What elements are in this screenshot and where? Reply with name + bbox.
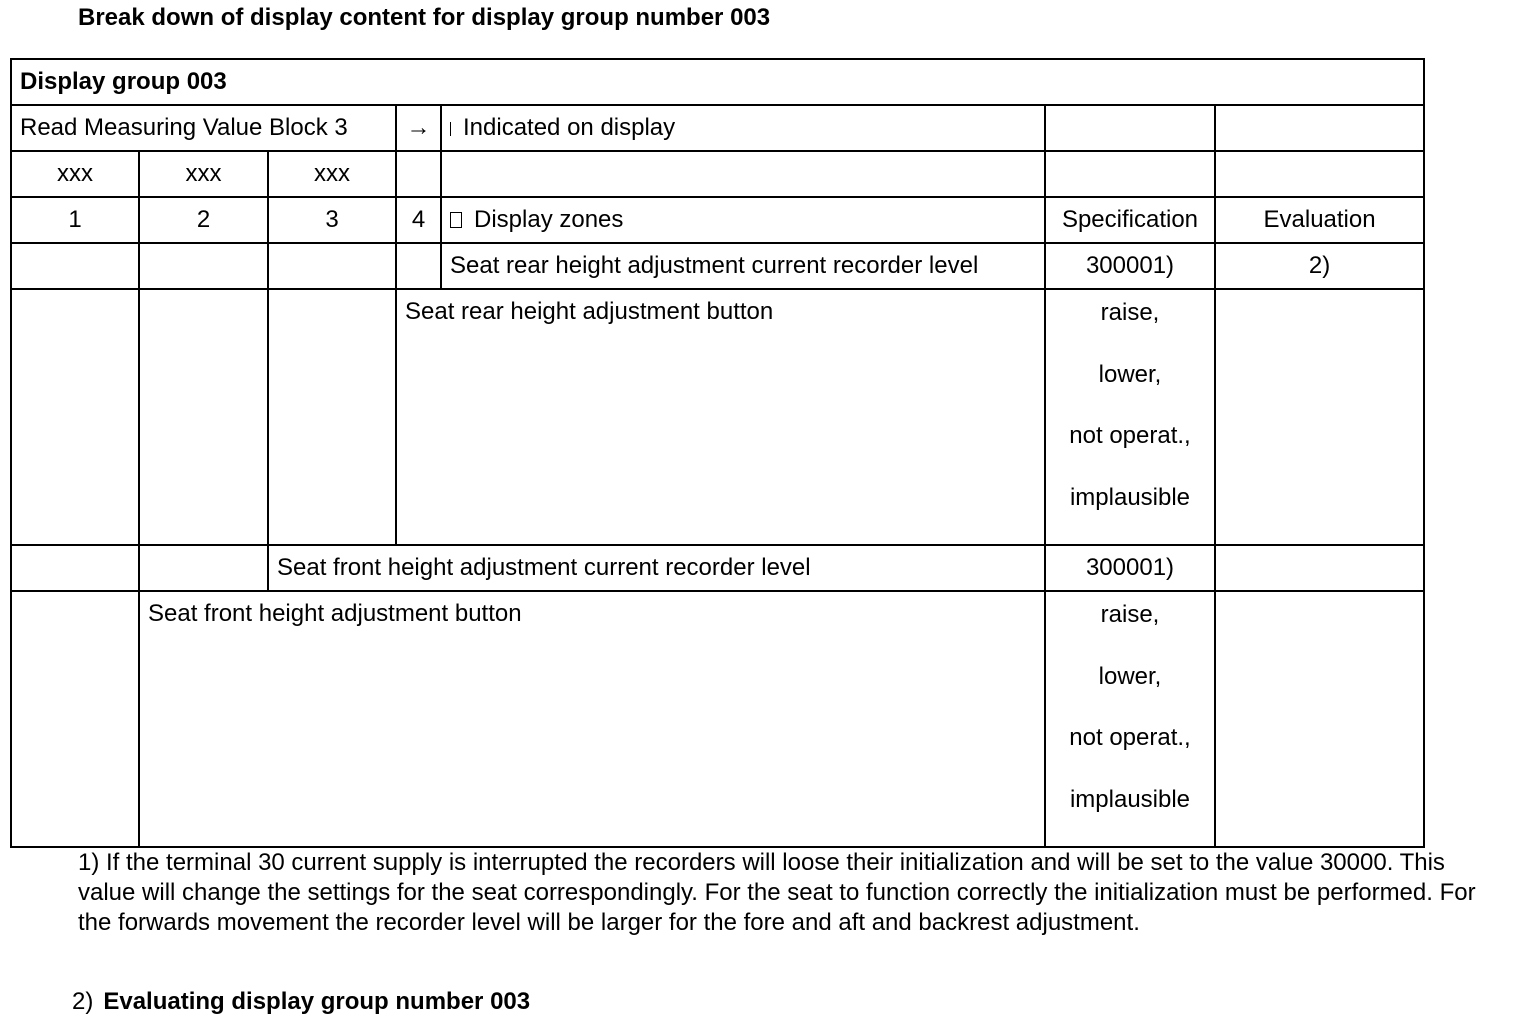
zone-number-1: 1 [11, 197, 139, 243]
row-spec: 300001) [1045, 243, 1215, 289]
display-group-table [10, 58, 1425, 848]
empty-cell [11, 591, 139, 847]
spec-option: raise, [1100, 601, 1160, 628]
marker-icon [450, 122, 451, 136]
zone-number-2: 2 [139, 197, 268, 243]
checkbox-icon [450, 212, 462, 228]
table-title: Display group 003 [11, 59, 1424, 105]
zone-number-3: 3 [268, 197, 396, 243]
spec-option: lower, [1098, 662, 1162, 690]
arrow-icon: → [396, 105, 441, 151]
empty-cell [11, 243, 139, 289]
read-measuring-label: Read Measuring Value Block 3 [11, 105, 396, 151]
placeholder-2: xxx [139, 151, 268, 197]
row-label: Seat rear height adjustment current recorder level [441, 243, 1045, 289]
display-zones-label: Display zones [474, 206, 624, 233]
placeholder-1: xxx [11, 151, 139, 197]
zone-number-4: 4 [396, 197, 441, 243]
empty-cell [1045, 151, 1215, 197]
empty-cell [139, 289, 268, 545]
empty-cell [268, 243, 396, 289]
empty-cell [11, 289, 139, 545]
footnote-1: 1) If the terminal 30 current supply is interrupted the recorders will loose their initialization and will be set to the value 30000. This value will change the settings for the seat correspondingly. For the seat to function correctly the initialization must be performed. For the forwards movement the recorder level will be larger for the fore and aft and backrest adjustment. [78, 849, 1476, 936]
spec-option: raise, [1100, 299, 1160, 326]
empty-cell [1215, 591, 1424, 847]
spec-option: implausible [1069, 483, 1191, 511]
spec-option: not operat., [1069, 724, 1191, 751]
specification-header: Specification [1045, 197, 1215, 243]
empty-cell [139, 243, 268, 289]
footnote-2-label: Evaluating display group number 003 [103, 988, 531, 1015]
empty-cell [11, 545, 139, 591]
row-spec-list [1045, 591, 1215, 847]
row-label: Seat front height adjustment current recorder level [268, 545, 1045, 591]
footnote-2 [72, 988, 530, 1016]
empty-cell [268, 289, 396, 545]
spec-option: lower, [1098, 360, 1162, 388]
empty-cell [1215, 289, 1424, 545]
footnote-2-number: 2) [72, 988, 94, 1015]
spec-option: implausible [1069, 785, 1191, 813]
indicated-cell [441, 105, 1045, 151]
empty-cell [139, 545, 268, 591]
display-zones-cell [441, 197, 1045, 243]
spec-option: not operat., [1069, 422, 1191, 449]
empty-cell [1215, 105, 1424, 151]
empty-cell [441, 151, 1045, 197]
empty-cell [396, 151, 441, 197]
empty-cell [1045, 105, 1215, 151]
row-spec-list [1045, 289, 1215, 545]
row-label: Seat front height adjustment button [139, 591, 1045, 847]
page-heading: Break down of display content for display group number 003 [78, 4, 771, 31]
empty-cell [396, 243, 441, 289]
row-spec: 300001) [1045, 545, 1215, 591]
empty-cell [1215, 545, 1424, 591]
row-label: Seat rear height adjustment button [396, 289, 1045, 545]
evaluation-header: Evaluation [1215, 197, 1424, 243]
row-eval: 2) [1215, 243, 1424, 289]
indicated-label: Indicated on display [463, 114, 676, 141]
placeholder-3: xxx [268, 151, 396, 197]
empty-cell [1215, 151, 1424, 197]
